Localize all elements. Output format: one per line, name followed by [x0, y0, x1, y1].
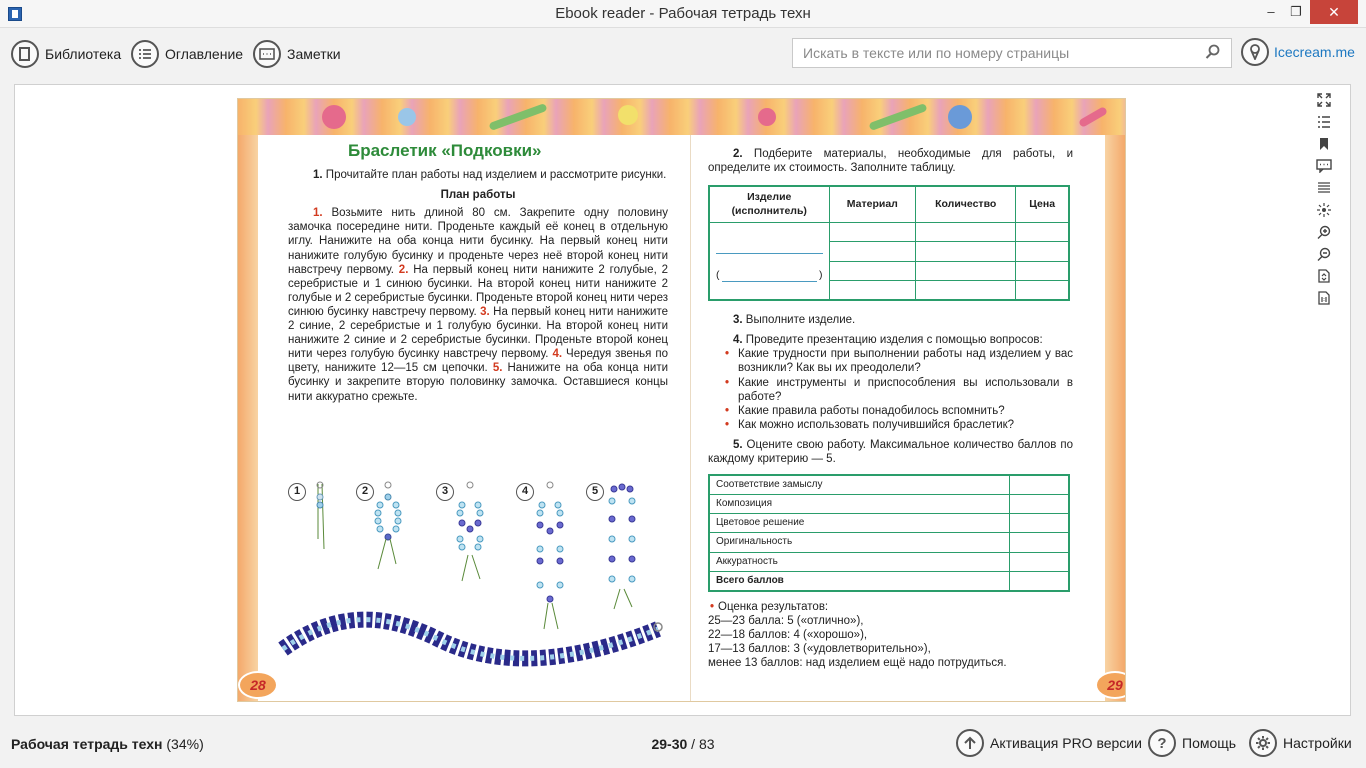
- needle-icon: [488, 103, 547, 131]
- score-cell: [1009, 495, 1069, 514]
- criterion-cell: Соответствие замыслу: [709, 475, 1009, 495]
- table-cell: [1016, 281, 1069, 301]
- table-row: [709, 552, 1069, 571]
- plan-step-text: На первый конец нити нанижите 2 голубые, 2 серебристые и 1 синюю бусинки. На второй конец нити нанижите 2 голубые и 2 серебристые бусинки. Проденьте второй конец нити через синюю бусинку навстречу первому.: [288, 263, 668, 318]
- question-item: • Какие инструменты и приспособления вы использовали в работе?: [723, 376, 1073, 404]
- fullscreen-icon[interactable]: [1314, 93, 1334, 115]
- total-pages: / 83: [691, 736, 715, 752]
- criterion-cell: Оригинальность: [709, 533, 1009, 552]
- plan-step-number: 2.: [398, 263, 409, 276]
- step-number: 2: [356, 483, 374, 501]
- maximize-button[interactable]: ❐: [1290, 4, 1302, 19]
- gear-icon: [1249, 729, 1277, 757]
- question-item: • Как можно использовать получившийся браслетик?: [723, 418, 1073, 432]
- task-text: Проведите презентацию изделия с помощью вопросов:: [745, 334, 1043, 347]
- product-cell: [709, 222, 829, 300]
- task-text: Оцените свою работу. Максимальное количество баллов по каждому критерию — 5.: [708, 438, 1073, 466]
- grading-title: • Оценка результатов:: [708, 600, 1073, 614]
- materials-table: [708, 185, 1070, 301]
- grading-line: 17—13 баллов: 3 («удовлетворительно»),: [708, 642, 931, 655]
- step-number: 4: [516, 483, 534, 501]
- button-icon: [758, 108, 776, 126]
- task-text: Подберите материалы, необходимые для работы, и определите их стоимость. Заполните таблицу.: [708, 148, 1073, 175]
- table-cell: [916, 222, 1016, 242]
- criteria-table: [708, 474, 1070, 592]
- toc-label: Оглавление: [165, 46, 244, 62]
- notes-icon: [253, 40, 281, 68]
- search-icon[interactable]: [1205, 44, 1221, 64]
- table-cell: [829, 261, 916, 281]
- table-row: [709, 495, 1069, 514]
- zoom-in-icon[interactable]: [1314, 225, 1334, 247]
- score-cell: [1009, 475, 1069, 495]
- title-bar: [0, 0, 1366, 28]
- library-button[interactable]: [11, 39, 121, 69]
- task-number: 2.: [733, 148, 743, 160]
- table-row: [709, 475, 1069, 495]
- task-number: 3.: [733, 314, 743, 327]
- plan-step-text: На первый конец нити нанижите 2 синие, 2 серебристые и 1 голубую бусинки. На второй конец нити нанижите 2 синие и 2 серебристые бусинки. Проденьте второй конец нити через голубую бусинку навстречу первому.: [288, 305, 668, 361]
- score-cell: [1009, 533, 1069, 552]
- score-cell: [1009, 514, 1069, 533]
- notes-label: Заметки: [287, 46, 341, 62]
- table-header: Цена: [1016, 186, 1069, 222]
- table-row: [709, 222, 1069, 242]
- table-header-row: [709, 186, 1069, 222]
- table-cell: [1016, 242, 1069, 262]
- step-illustrations: [288, 479, 648, 569]
- book-icon: [11, 40, 39, 68]
- status-bar: [0, 720, 1366, 768]
- task-5: [708, 438, 1073, 466]
- yarn-ball-icon: [948, 105, 972, 129]
- scissors-icon: [1078, 106, 1108, 128]
- pro-label: Активация PRO версии: [990, 735, 1142, 751]
- fill-line: [716, 240, 823, 254]
- table-cell: [829, 281, 916, 301]
- question-item: • Какие трудности при выполнении работы над изделием у вас возникли? Как вы их преодолели?: [723, 347, 1073, 375]
- page-fold: [690, 135, 691, 702]
- search-input[interactable]: [793, 39, 1193, 67]
- table-header: Изделие (исполнитель): [709, 186, 829, 222]
- arrow-up-icon: [956, 729, 984, 757]
- list-icon: [131, 40, 159, 68]
- brand-label: Icecream.me: [1274, 44, 1355, 60]
- brand-link[interactable]: [1241, 38, 1355, 66]
- search-box[interactable]: [792, 38, 1232, 68]
- bead-step-drawing: [600, 479, 650, 619]
- table-header: Количество: [916, 186, 1016, 222]
- criterion-cell: Композиция: [709, 495, 1009, 514]
- table-cell: [1016, 222, 1069, 242]
- bead-step-drawing: [308, 479, 358, 569]
- table-cell: [916, 242, 1016, 262]
- library-label: Библиотека: [45, 46, 122, 62]
- table-cell: [916, 261, 1016, 281]
- page-number-left: 28: [238, 671, 278, 699]
- criterion-cell: Аккуратность: [709, 552, 1009, 571]
- fit-page-icon[interactable]: [1314, 269, 1334, 291]
- current-pages: 29-30: [651, 736, 688, 752]
- close-button[interactable]: ✕: [1310, 0, 1358, 24]
- pro-activation-button[interactable]: [956, 729, 1142, 757]
- task-3: [708, 313, 1073, 327]
- task-number: 5.: [733, 438, 743, 451]
- table-header: Материал: [829, 186, 916, 222]
- task-4: [708, 333, 1073, 347]
- right-margin-decoration: [1105, 135, 1125, 702]
- intro-text: [288, 168, 668, 182]
- intro-number: 1.: [313, 169, 323, 182]
- question-item: • Какие правила работы понадобилось вспомнить?: [723, 404, 1073, 418]
- task-2: [708, 147, 1073, 175]
- grading-line: менее 13 баллов: над изделием ещё надо потрудиться.: [708, 657, 1007, 670]
- task-text: Выполните изделие.: [745, 314, 856, 327]
- criterion-total: Всего баллов: [709, 571, 1009, 591]
- contents-icon[interactable]: [1314, 115, 1334, 137]
- book-title: Рабочая тетрадь техн: [11, 736, 163, 752]
- table-cell: [916, 281, 1016, 301]
- zoom-out-icon[interactable]: [1314, 247, 1334, 269]
- plan-step-number: 5.: [492, 362, 503, 375]
- plan-step-number: 4.: [552, 348, 563, 361]
- bead-step-drawing: [366, 479, 416, 589]
- table-row: [709, 571, 1069, 591]
- toc-button[interactable]: [131, 39, 243, 69]
- grading-block: [708, 600, 1073, 670]
- reader-area[interactable]: [14, 84, 1351, 716]
- page-number-right: 29: [1095, 671, 1126, 699]
- actual-size-icon[interactable]: [1314, 291, 1334, 313]
- bead-step-drawing: [448, 479, 498, 599]
- plan-step-number: 3.: [480, 305, 490, 318]
- table-cell: [829, 222, 916, 242]
- intro-body: Прочитайте план работы над изделием и рассмотрите рисунки.: [325, 169, 667, 182]
- lesson-title: Браслетик «Подковки»: [348, 141, 542, 160]
- table-row: [709, 533, 1069, 552]
- settings-label: Настройки: [1283, 735, 1352, 751]
- comment-icon[interactable]: [1314, 159, 1334, 181]
- notes-button[interactable]: [253, 39, 341, 69]
- left-page: [288, 141, 669, 404]
- reading-progress: (34%): [166, 736, 204, 752]
- plan-title: План работы: [440, 189, 516, 202]
- toolbar: [0, 28, 1366, 80]
- yarn-ball-icon: [322, 105, 346, 129]
- brightness-icon[interactable]: [1314, 203, 1334, 225]
- plan-step-text: Чередуя звенья по цвету, нанижите 12—15 см цепочки.: [288, 348, 668, 375]
- right-page: [708, 147, 1073, 670]
- table-row: [709, 514, 1069, 533]
- help-label: Помощь: [1182, 735, 1237, 751]
- bracelet-illustration: [278, 609, 668, 669]
- plan-step-text: Нанижите на оба конца нити бусинку и закрепите вторую половинку замочка. Оставшиеся концы нити аккуратно срежьте.: [288, 362, 669, 403]
- needle-icon: [868, 103, 927, 131]
- window-title: Ebook reader - Рабочая тетрадь техн: [555, 5, 811, 22]
- executor-line: [716, 268, 823, 282]
- step-number: 5: [586, 483, 604, 501]
- settings-button[interactable]: [1249, 729, 1352, 757]
- decorative-border: [238, 99, 1126, 135]
- left-margin-decoration: [238, 135, 258, 702]
- button-icon: [398, 108, 416, 126]
- help-icon: ?: [1148, 729, 1176, 757]
- step-number: 1: [288, 483, 306, 501]
- plan-text: [288, 206, 668, 403]
- grading-line: 25—23 балла: 5 («отлично»),: [708, 614, 864, 627]
- plan-step-text: Возьмите нить длиной 80 см. Закрепите одну половину замочка посередине нити. Проденьте каждый её конец в отдельную иглу. Нанижите на оба конца нити бусинку. На первый конец нити нанижите голубую бусинку и проденьте через неё второй конец нити навстречу первому.: [288, 207, 668, 276]
- score-cell: [1009, 571, 1069, 591]
- grading-line: 22—18 баллов: 4 («хорошо»),: [708, 628, 868, 641]
- bookmark-icon[interactable]: [1314, 137, 1334, 159]
- fill-line: [722, 268, 818, 282]
- score-cell: [1009, 552, 1069, 571]
- paren-close: ): [819, 268, 823, 281]
- table-cell: [829, 242, 916, 262]
- side-toolbar: [1314, 93, 1334, 313]
- help-button[interactable]: [1148, 729, 1236, 757]
- paren-open: (: [716, 268, 720, 281]
- table-cell: [1016, 261, 1069, 281]
- criterion-cell: Цветовое решение: [709, 514, 1009, 533]
- plan-step-number: 1.: [313, 207, 323, 220]
- task-number: 4.: [733, 334, 743, 347]
- minimize-button[interactable]: ‒: [1267, 4, 1275, 19]
- icecream-logo-icon: [1241, 38, 1269, 66]
- page-spread: [237, 98, 1126, 702]
- text-view-icon[interactable]: [1314, 181, 1334, 203]
- step-number: 3: [436, 483, 454, 501]
- button-icon: [618, 105, 638, 125]
